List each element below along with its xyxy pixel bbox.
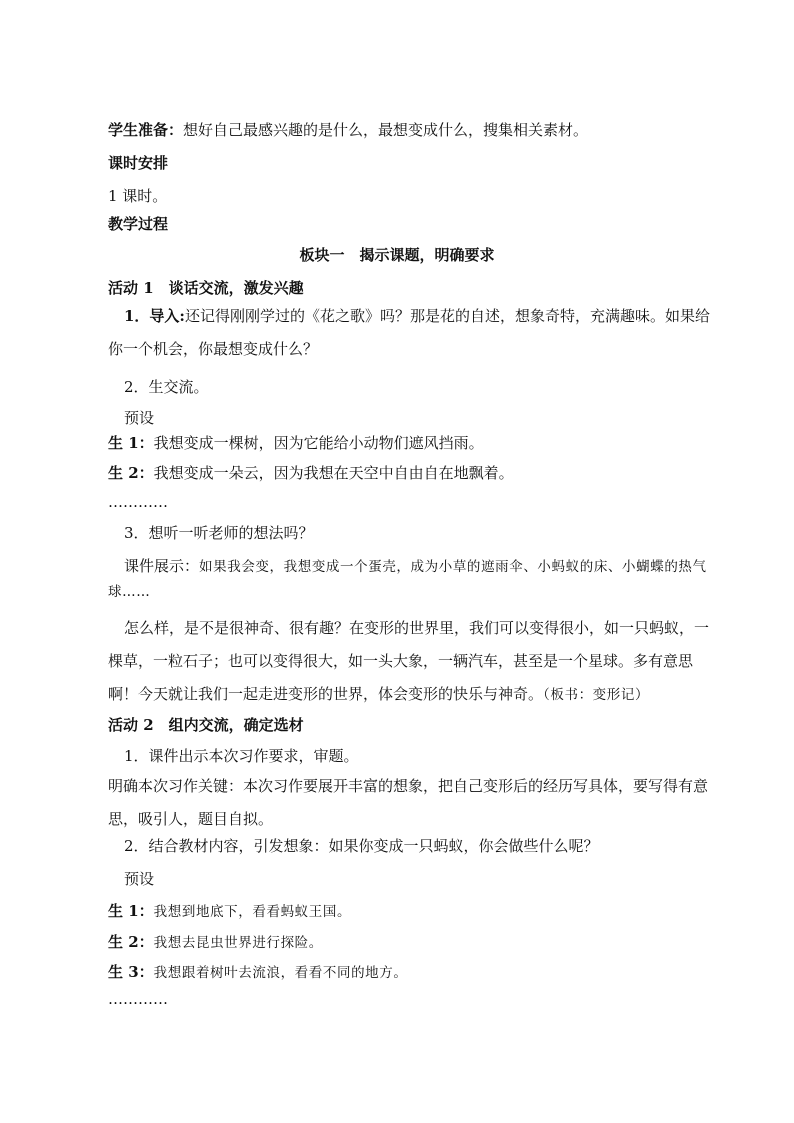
courseware-text: 如果我会变，我想变成一个蛋壳，成为小草的遮雨伞、小蚂蚁的床、小蝴蝶的热气球…… — [108, 559, 707, 600]
activity2-student1-text: 我想到地底下，看看蚂蚁王国。 — [153, 904, 352, 920]
activity2-student2-text: 我想去昆虫世界进行探险。 — [153, 935, 323, 951]
activity2-student3 — [108, 962, 720, 983]
activity2-key-paragraph: 明确本次习作关键：本次习作要展开丰富的想象，把自己变形后的经历写具体，要写得有意思，吸引人，题目自拟。 — [108, 777, 709, 828]
activity1-student2-label: 生 2： — [108, 464, 154, 482]
student-prep-line — [108, 120, 720, 140]
activity1-paragraph-text: 怎么样，是不是很神奇、很有趣？在变形的世界里，我们可以变得很小，如一只蚂蚁，一棵草，一粒石子；也可以变得很大，如一头大象，一辆汽车，甚至是一个星球。多有意思啊！今天就让我们一起走进变形的世界，体会变形的快乐与神奇。 — [108, 619, 710, 703]
activity1-item3: 3．想听一听老师的想法吗？ — [124, 524, 314, 542]
activity1-paragraph — [108, 612, 720, 712]
activity2-student2 — [108, 932, 720, 953]
activity1-student2 — [108, 463, 720, 483]
board-note: （板书：变形记） — [543, 687, 650, 703]
activity2-preset: 预设 — [124, 870, 155, 888]
activity1-preset: 预设 — [124, 409, 155, 427]
student-prep-text: 想好自己最感兴趣的是什么，最想变成什么，搜集相关素材。 — [183, 121, 589, 139]
activity1-item1 — [108, 300, 720, 366]
activity2-item2: 2．结合教材内容，引发想象：如果你变成一只蚂蚁，你会做些什么呢？ — [124, 837, 599, 855]
activity1-item1-label: 1．导入: — [124, 307, 185, 325]
schedule-heading: 课时安排 — [108, 154, 169, 172]
courseware-label: 课件展示： — [124, 557, 200, 575]
activity1-dots: ………… — [108, 493, 168, 511]
section-title: 板块一 揭示课题，明确要求 — [299, 246, 495, 264]
schedule-text: 1 课时。 — [108, 187, 168, 205]
activity2-student2-label: 生 2： — [108, 933, 154, 951]
activity2-item1: 1．课件出示本次习作要求，审题。 — [124, 747, 359, 765]
student-prep-label: 学生准备： — [108, 121, 184, 139]
activity1-heading: 活动 1 谈话交流，激发兴趣 — [108, 279, 304, 297]
process-heading: 教学过程 — [108, 215, 169, 233]
activity2-dots: ………… — [108, 990, 168, 1008]
activity1-student1 — [108, 433, 720, 453]
activity1-student2-text: 我想变成一朵云，因为我想在天空中自由自在地飘着。 — [153, 464, 514, 482]
activity2-student3-text: 我想跟着树叶去流浪，看看不同的地方。 — [153, 965, 408, 981]
activity1-item1-text: 还记得刚刚学过的《花之歌》吗？那是花的自述，想象奇特，充满趣味。如果给你一个机会，你最想变成什么？ — [108, 307, 710, 358]
activity1-item2: 2．生交流。 — [124, 378, 209, 396]
activity2-student3-label: 生 3： — [108, 963, 154, 981]
courseware-block — [108, 554, 720, 604]
activity2-heading: 活动 2 组内交流，确定选材 — [108, 716, 304, 734]
activity1-student1-text: 我想变成一棵树，因为它能给小动物们遮风挡雨。 — [153, 434, 484, 452]
activity2-student1-label: 生 1： — [108, 902, 154, 920]
activity1-student1-label: 生 1： — [108, 434, 154, 452]
activity2-student1 — [108, 901, 720, 922]
